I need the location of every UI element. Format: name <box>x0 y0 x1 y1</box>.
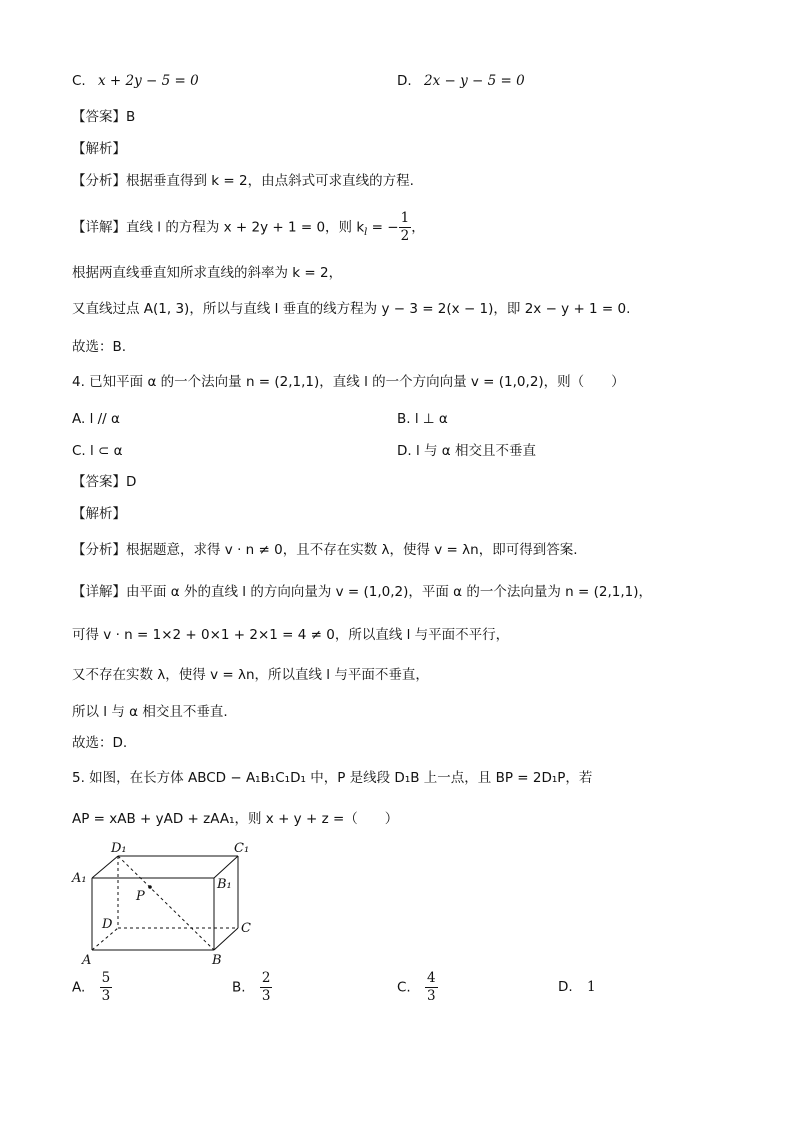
detail-line2-q3: 根据两直线垂直知所求直线的斜率为 k = 2， <box>72 265 343 281</box>
diagonal-d1b <box>118 856 214 950</box>
label-a1: A₁ <box>72 871 87 886</box>
label-b: B <box>212 953 222 968</box>
option-d-q3 <box>397 72 525 90</box>
detail-text: 直线 l 的方程为 x + 2y + 1 = 0，则 k <box>126 219 365 236</box>
option-c-q4: C. l ⊂ α <box>72 443 123 459</box>
label-d: D <box>102 917 113 932</box>
answer-tag: 【答案】 <box>72 109 126 125</box>
option-d-q5 <box>558 978 596 996</box>
detail-line2-q4: 可得 v · n = 1×2 + 0×1 + 2×1 = 4 ≠ 0，所以直线 l 与平面不平行， <box>72 627 510 643</box>
answer-q3 <box>72 108 135 126</box>
fraction <box>425 970 438 1005</box>
option-b-q5 <box>232 970 272 1005</box>
option-c-q3 <box>72 72 199 90</box>
detail-eq: = − <box>367 219 399 236</box>
fenxi-q3 <box>72 172 414 190</box>
option-a-q5 <box>72 970 112 1005</box>
option-text: x + 2y − 5 = 0 <box>98 73 199 89</box>
fenxi-tag: 【分析】 <box>72 542 126 558</box>
fraction-denominator: 3 <box>261 988 271 1004</box>
analysis-tag-q4: 【解析】 <box>72 506 126 522</box>
label-c: C <box>241 921 251 936</box>
question-5-stem: 5. 如图，在长方体 ABCD − A₁B₁C₁D₁ 中，P 是线段 D₁B 上一点，且 BP = 2D₁P，若 <box>72 770 593 786</box>
detail-tag: 【详解】 <box>72 219 126 236</box>
option-label: D. <box>558 979 573 995</box>
option-d-q4: D. l 与 α 相交且不垂直 <box>397 443 537 459</box>
fenxi-tag: 【分析】 <box>72 173 126 189</box>
answer-value: B <box>126 109 136 125</box>
label-p: P <box>136 889 145 904</box>
option-label: C. <box>72 73 86 89</box>
answer-value: D <box>126 474 137 490</box>
label-a: A <box>82 953 92 968</box>
fraction-denominator: 3 <box>101 988 111 1004</box>
detail-text: 由平面 α 外的直线 l 的方向向量为 v = (1,0,2)，平面 α 的一个法向量为 n = (2,1,1)， <box>126 584 652 600</box>
option-label: A. <box>72 979 86 996</box>
conclusion-q4: 故选：D. <box>72 735 128 751</box>
detail-line3-q4: 又不存在实数 λ，使得 v = λn，所以直线 l 与平面不垂直， <box>72 667 429 683</box>
fraction-numerator: 1 <box>400 210 410 226</box>
fraction <box>399 210 412 245</box>
option-label: C. <box>397 979 411 996</box>
fenxi-text: 根据垂直得到 k = 2，由点斜式可求直线的方程. <box>126 173 414 189</box>
subscript: l <box>364 227 368 239</box>
label-d1: D₁ <box>111 841 127 856</box>
conclusion-q3: 故选：B. <box>72 339 127 355</box>
option-c-q5 <box>397 970 438 1005</box>
option-label: B. <box>232 979 246 996</box>
fraction <box>260 970 273 1005</box>
detail-q3 <box>72 210 425 245</box>
fraction-denominator: 2 <box>400 228 410 244</box>
detail-q4 <box>72 583 652 601</box>
cuboid-figure <box>66 838 266 970</box>
option-value: 1 <box>586 979 596 995</box>
option-text: 2x − y − 5 = 0 <box>423 73 525 89</box>
answer-q4 <box>72 473 136 491</box>
question-5-stem-line2: AP = xAB + yAD + zAA₁，则 x + y + z =（ ） <box>72 811 399 827</box>
option-b-q4: B. l ⊥ α <box>397 411 448 427</box>
question-4-stem: 4. 已知平面 α 的一个法向量 n = (2,1,1)，直线 l 的一个方向向量 v = (1,0,2)，则（ ） <box>72 374 625 390</box>
analysis-tag-q3: 【解析】 <box>72 141 126 157</box>
fraction-numerator: 2 <box>261 970 271 986</box>
edge-bc <box>214 928 238 950</box>
fenxi-q4 <box>72 541 578 559</box>
detail-end: ， <box>411 219 425 236</box>
point-p <box>148 885 152 889</box>
answer-tag: 【答案】 <box>72 474 126 490</box>
edge-b1c1 <box>214 856 238 878</box>
detail-line4-q4: 所以 l 与 α 相交且不垂直. <box>72 704 228 720</box>
fraction <box>100 970 113 1005</box>
fraction-denominator: 3 <box>427 988 436 1004</box>
fenxi-text: 根据题意，求得 v · n ≠ 0，且不存在实数 λ，使得 v = λn，即可得到答案. <box>126 542 578 558</box>
label-c1: C₁ <box>234 841 250 856</box>
detail-tag: 【详解】 <box>72 584 126 600</box>
option-a-q4: A. l // α <box>72 411 120 427</box>
option-label: D. <box>397 73 412 89</box>
fraction-numerator: 5 <box>101 970 111 986</box>
label-b1: B₁ <box>217 877 232 892</box>
edge-a1d1 <box>92 856 118 878</box>
detail-line3-q3: 又直线过点 A(1, 3)，所以与直线 l 垂直的线方程为 y − 3 = 2(x − 1)，即 2x − y + 1 = 0. <box>72 301 631 317</box>
fraction-numerator: 4 <box>427 970 436 986</box>
